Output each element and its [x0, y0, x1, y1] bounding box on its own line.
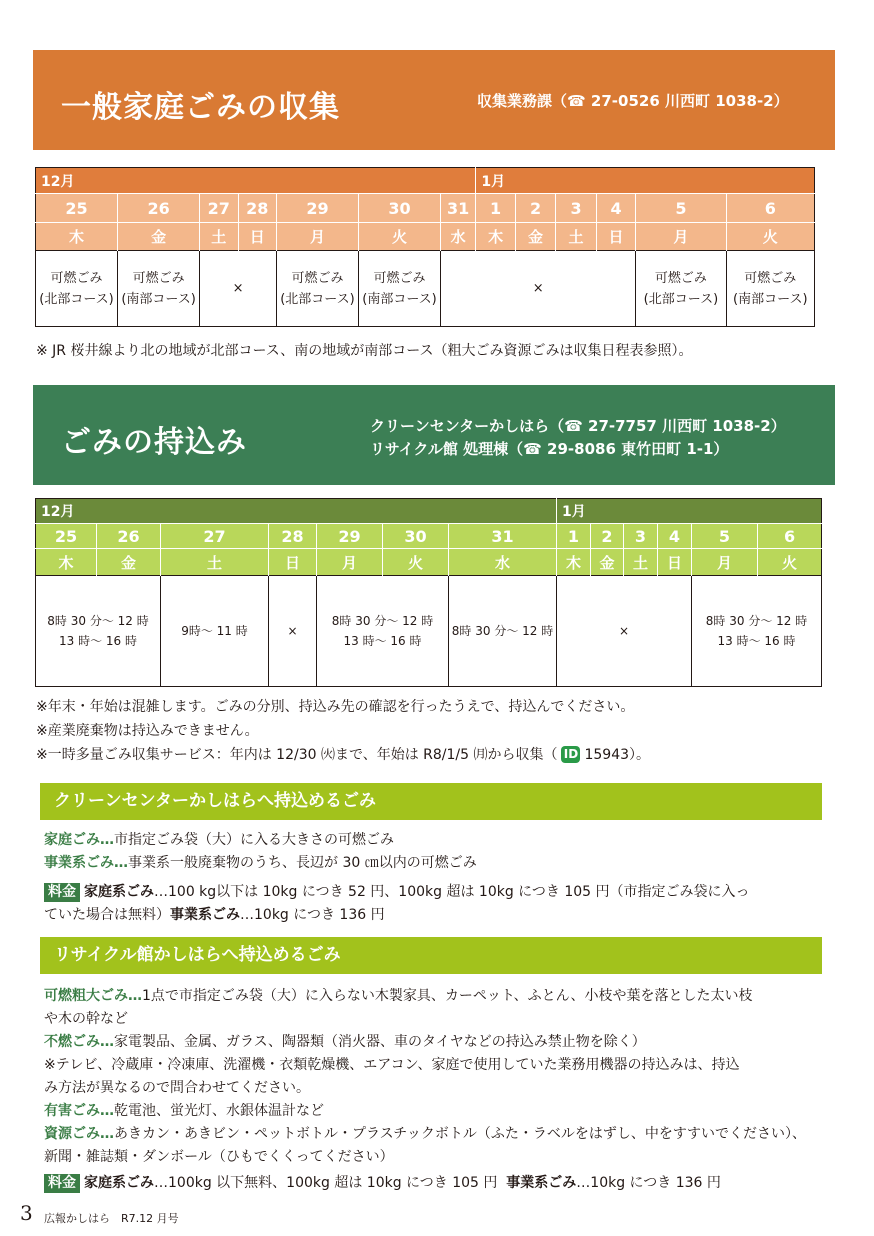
dropoff-note-3: ※一時多量ごみ収集サービス：年内は 12/30 ㈫まで、年始は R8/1/5 ㈪から収集（ ID 15943）。 [36, 747, 651, 763]
schedule-cell-south: 可燃ごみ (南部コース) [726, 251, 814, 327]
weekday-cell: 日 [658, 549, 692, 576]
day-cell: 3 [556, 194, 597, 223]
day-cell: 28 [238, 194, 276, 223]
weekday-cell: 水 [449, 549, 557, 576]
dropoff-contact-1: クリーンセンターかしはら（☎ 27-7757 川西町 1038-2） [370, 417, 786, 435]
day-cell: 3 [624, 524, 658, 549]
clean-center-household: 家庭ごみ…市指定ごみ袋（大）に入る大きさの可燃ごみ [44, 832, 394, 848]
weekday-cell: 木 [557, 549, 591, 576]
collection-banner [33, 50, 835, 150]
day-cell: 6 [726, 194, 814, 223]
weekday-cell: 月 [317, 549, 383, 576]
schedule-cell-none: × [200, 251, 277, 327]
day-cell: 30 [383, 524, 449, 549]
dropoff-note-2: ※産業廃棄物は持込みできません。 [36, 723, 259, 739]
hours-cell-saturday: 9時～ 11 時 [161, 576, 269, 687]
day-cell: 5 [692, 524, 758, 549]
collection-schedule-table [35, 167, 815, 327]
day-cell: 27 [161, 524, 269, 549]
weekday-cell: 火 [726, 223, 814, 251]
weekday-cell: 水 [441, 223, 476, 251]
day-cell: 26 [118, 194, 200, 223]
day-cell: 29 [317, 524, 383, 549]
day-cell: 4 [658, 524, 692, 549]
hours-cell-full: 8時 30 分～ 12 時 13 時～ 16 時 [317, 576, 449, 687]
weekday-cell: 日 [596, 223, 635, 251]
schedule-cell-none: × [441, 251, 636, 327]
day-cell: 26 [97, 524, 161, 549]
recycle-resources: 資源ごみ…あきカン・あきビン・ペットボトル・プラスチックボトル（ふた・ラベルをはずし、中をすすいでください）、 新聞・雑誌類・ダンボール（ひもでくくってください） [44, 1126, 807, 1165]
weekday-cell: 火 [758, 549, 822, 576]
weekday-cell: 土 [556, 223, 597, 251]
weekday-cell: 月 [276, 223, 358, 251]
day-cell: 27 [200, 194, 238, 223]
dropoff-title: ごみの持込み [61, 425, 247, 460]
recycle-list [44, 985, 814, 1195]
footer-publication: 広報かしはら R7.12 月号 [44, 1212, 179, 1225]
weekday-cell: 土 [161, 549, 269, 576]
day-cell: 6 [758, 524, 822, 549]
weekday-cell: 日 [269, 549, 317, 576]
weekday-cell: 木 [476, 223, 515, 251]
recycle-appliance-note: ※テレビ、冷蔵庫・冷凍庫、洗濯機・衣類乾燥機、エアコン、家庭で使用していた業務用機器の持込みは、持込 み方法が異なるので問合わせてください。 [44, 1057, 740, 1096]
hours-cell-full: 8時 30 分～ 12 時 13 時～ 16 時 [36, 576, 161, 687]
fee-label: 料金 [44, 883, 80, 902]
day-cell: 2 [515, 194, 556, 223]
day-cell: 29 [276, 194, 358, 223]
weekday-cell: 火 [358, 223, 440, 251]
day-cell: 25 [36, 524, 97, 549]
clean-center-heading: クリーンセンターかしはらへ持込めるごみ [40, 783, 822, 820]
day-cell: 5 [636, 194, 726, 223]
fee-label: 料金 [44, 1174, 80, 1193]
recycle-bulky: 可燃粗大ごみ…1点で市指定ごみ袋（大）に入らない木製家具、カーペット、ふとん、小枝や葉を落とした太い枝 や木の幹など [44, 988, 753, 1027]
dropoff-note-1: ※年末・年始は混雑します。ごみの分別、持込み先の確認を行ったうえで、持込んでください。 [36, 699, 635, 715]
schedule-cell-north: 可燃ごみ (北部コース) [276, 251, 358, 327]
day-cell: 1 [557, 524, 591, 549]
page-number: 3 [20, 1201, 33, 1225]
collection-contact: 収集業務課（☎ 27-0526 川西町 1038-2） [477, 92, 789, 110]
collection-note: ※ JR 桜井線より北の地域が北部コース、南の地域が南部コース（粗大ごみ資源ごみは収集日程表参照）。 [36, 343, 693, 359]
month-dec: 12月 [36, 499, 557, 524]
day-cell: 31 [449, 524, 557, 549]
month-jan: 1月 [476, 168, 815, 194]
weekday-cell: 木 [36, 223, 118, 251]
day-cell: 1 [476, 194, 515, 223]
schedule-cell-south: 可燃ごみ (南部コース) [358, 251, 440, 327]
recycle-heading: リサイクル館かしはらへ持込めるごみ [40, 937, 822, 974]
day-cell: 30 [358, 194, 440, 223]
weekday-cell: 月 [692, 549, 758, 576]
day-cell: 28 [269, 524, 317, 549]
schedule-cell-north: 可燃ごみ (北部コース) [36, 251, 118, 327]
recycle-hazardous: 有害ごみ…乾電池、蛍光灯、水銀体温計など [44, 1103, 324, 1119]
day-cell: 31 [441, 194, 476, 223]
hours-cell-none: × [269, 576, 317, 687]
weekday-cell: 火 [383, 549, 449, 576]
recycle-incombustible: 不燃ごみ…家電製品、金属、ガラス、陶器類（消火器、車のタイヤなどの持込み禁止物を除く） [44, 1034, 646, 1050]
weekday-cell: 金 [118, 223, 200, 251]
month-dec: 12月 [36, 168, 476, 194]
dropoff-banner [33, 385, 835, 485]
collection-title: 一般家庭ごみの収集 [61, 90, 340, 125]
weekday-cell: 金 [515, 223, 556, 251]
month-jan: 1月 [557, 499, 822, 524]
day-cell: 4 [596, 194, 635, 223]
weekday-cell: 金 [591, 549, 624, 576]
id-badge-icon: ID [561, 746, 580, 763]
weekday-cell: 土 [624, 549, 658, 576]
clean-center-fee: 料金 家庭系ごみ…100 kg以下は 10kg につき 52 円、100kg 超は 10kg につき 105 円（市指定ごみ袋に入っ ていた場合は無料）事業系ごみ…10kg につき 136 円 [44, 884, 750, 923]
clean-center-business: 事業系ごみ…事業系一般廃棄物のうち、長辺が 30 ㎝以内の可燃ごみ [44, 855, 477, 871]
schedule-cell-north: 可燃ごみ (北部コース) [636, 251, 726, 327]
weekday-cell: 木 [36, 549, 97, 576]
day-cell: 2 [591, 524, 624, 549]
dropoff-contact-2: リサイクル館 処理棟（☎ 29-8086 東竹田町 1-1） [370, 440, 729, 458]
day-cell: 25 [36, 194, 118, 223]
hours-cell-none: × [557, 576, 692, 687]
clean-center-list [44, 829, 814, 927]
recycle-fee: 料金 家庭系ごみ…100kg 以下無料、100kg 超は 10kg につき 105 円 事業系ごみ…10kg につき 136 円 [44, 1172, 814, 1195]
weekday-cell: 土 [200, 223, 238, 251]
weekday-cell: 日 [238, 223, 276, 251]
weekday-cell: 月 [636, 223, 726, 251]
hours-cell-morning: 8時 30 分～ 12 時 [449, 576, 557, 687]
weekday-cell: 金 [97, 549, 161, 576]
schedule-cell-south: 可燃ごみ (南部コース) [118, 251, 200, 327]
dropoff-schedule-table [35, 498, 822, 687]
hours-cell-full: 8時 30 分～ 12 時 13 時～ 16 時 [692, 576, 822, 687]
